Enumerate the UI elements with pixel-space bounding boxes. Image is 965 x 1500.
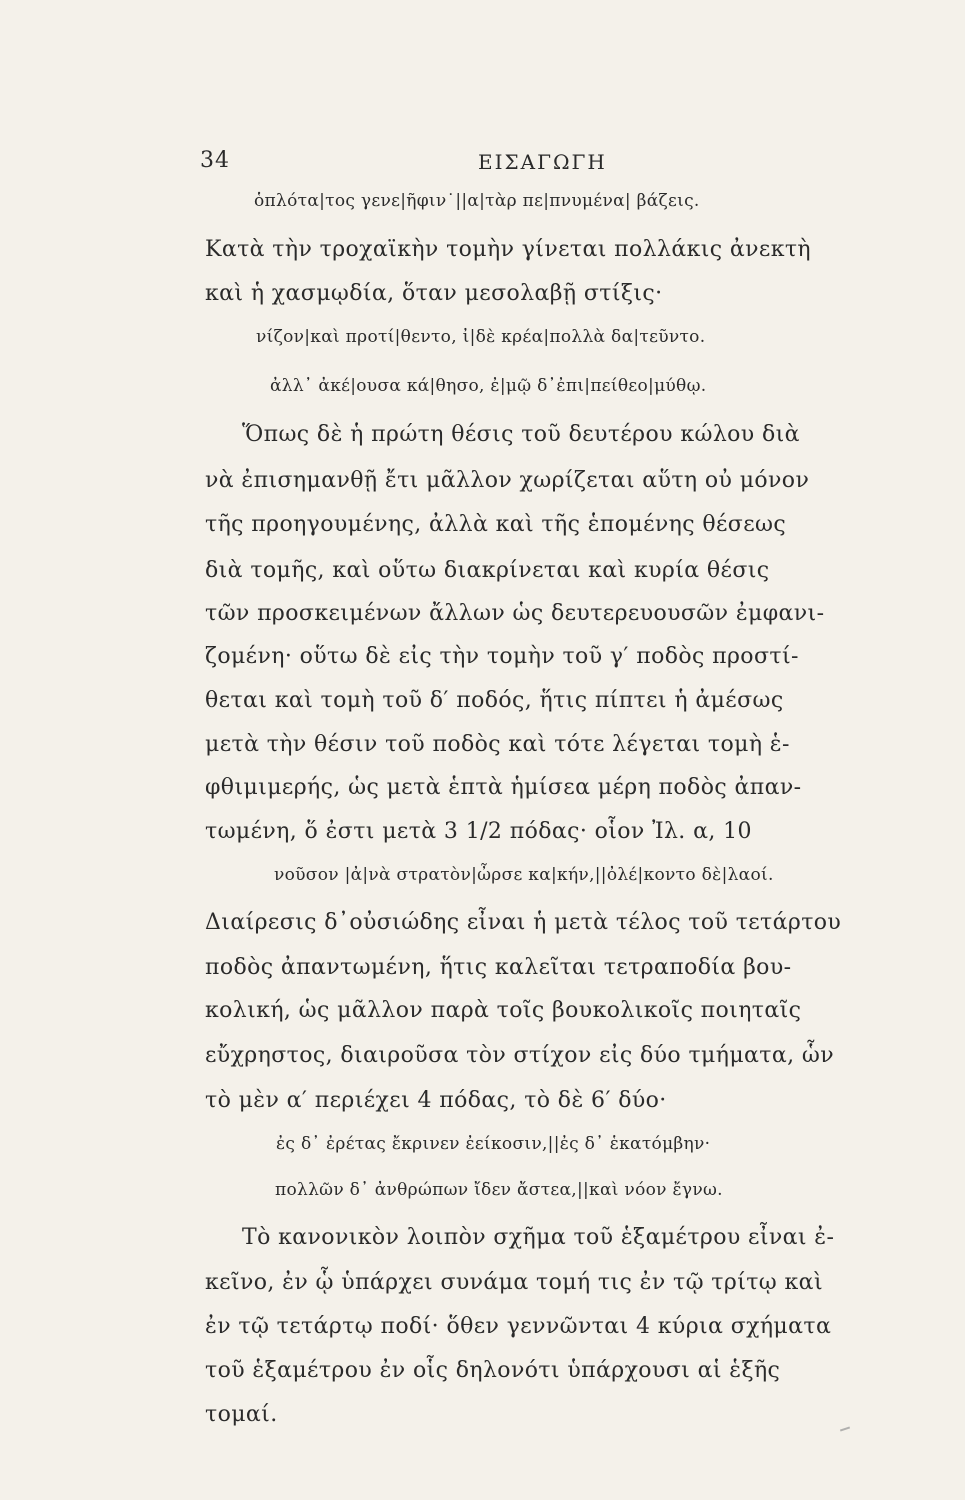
verse-line: ἐς δ᾽ ἐρέτας ἔκρινεν ἐείκοσιν,||ἐς δ᾽ ἑκατόμβην· [276,1134,711,1154]
verse-line: νίζον|καὶ προτί|θεντο, ἰ|δὲ κρέα|πολλὰ δα|τεῦντο. [256,327,706,347]
text-line: τοῦ ἑξαμέτρου ἐν οἷς δηλονότι ὑπάρχουσι αἱ ἑξῆς [205,1358,781,1383]
text-line: τωμένη, ὅ ἐστι μετὰ 3 1/2 πόδας· οἷον Ἰλ. α, 10 [205,819,752,844]
text-line: ποδὸς ἀπαντωμένη, ἥτις καλεῖται τετραποδία βου- [205,955,792,980]
scan-mark [840,1427,850,1432]
text-line: Διαίρεσις δ᾽οὐσιώδης εἶναι ἡ μετὰ τέλος τοῦ τετάρτου [205,910,842,935]
text-line: θεται καὶ τομὴ τοῦ δ′ ποδός, ἥτις πίπτει ἡ ἀμέσως [205,688,784,713]
text-line: τομαί. [205,1402,278,1427]
verse-line: πολλῶν δ᾽ ἀνθρώπων ἴδεν ἄστεα,||καὶ νόον ἔγνω. [275,1180,723,1200]
text-line: νὰ ἐπισημανθῇ ἔτι μᾶλλον χωρίζεται αὕτη οὐ μόνον [205,468,810,493]
verse-line: νοῦσον |ἀ|νὰ στρατὸν|ὦρσε κα|κήν,||ὀλέ|κοντο δὲ|λαοί. [274,865,774,885]
text-line: μετὰ τὴν θέσιν τοῦ ποδὸς καὶ τότε λέγεται τομὴ ἑ- [205,732,790,757]
page-header [200,148,860,176]
text-line: κεῖνο, ἐν ᾧ ὑπάρχει συνάμα τομή τις ἐν τῷ τρίτῳ καὶ [205,1270,823,1295]
text-line: διὰ τομῆς, καὶ οὕτω διακρίνεται καὶ κυρία θέσις [205,558,770,583]
text-line: φθιμιμερής, ὡς μετὰ ἑπτὰ ἡμίσεα μέρη ποδὸς ἀπαν- [205,775,802,800]
page-number: 34 [200,148,230,173]
text-line: τῆς προηγουμένης, ἀλλὰ καὶ τῆς ἑπομένης θέσεως [205,512,787,537]
verse-line: ὁπλότα|τος γενε|ῆφιν˙||α|τὰρ πε|πνυμένα| βάζεις. [254,191,700,211]
text-line: εὔχρηστος, διαιροῦσα τὸν στίχον εἰς δύο τμήματα, ὧν [205,1043,834,1068]
text-line: Κατὰ τὴν τροχαϊκὴν τομὴν γίνεται πολλάκις ἀνεκτὴ [205,237,812,262]
paragraph-first-line: Τὸ κανονικὸν λοιπὸν σχῆμα τοῦ ἑξαμέτρου εἶναι ἐ- [242,1225,835,1250]
text-line: τῶν προσκειμένων ἄλλων ὡς δευτερευουσῶν ἐμφανι- [205,601,825,626]
text-line: ζομένη· οὕτω δὲ εἰς τὴν τομὴν τοῦ γ′ ποδὸς προστί- [205,644,799,669]
paragraph-first-line: Ὅπως δὲ ἡ πρώτη θέσις τοῦ δευτέρου κώλου διὰ [242,422,800,447]
running-head: ΕΙΣΑΓΩΓΗ [478,150,607,174]
text-line: κολική, ὡς μᾶλλον παρὰ τοῖς βουκολικοῖς ποιηταῖς [205,998,802,1023]
text-line: ἐν τῷ τετάρτῳ ποδί· ὅθεν γεννῶνται 4 κύρια σχήματα [205,1314,832,1339]
text-line: τὸ μὲν α′ περιέχει 4 πόδας, τὸ δὲ 6′ δύο· [205,1088,667,1113]
text-line: καὶ ἡ χασμῳδία, ὅταν μεσολαβῇ στίξις· [205,281,663,306]
verse-line: ἀλλ᾽ ἀκέ|ουσα κά|θησο, ἐ|μῷ δ᾽ἐπι|πείθεο|μύθῳ. [270,376,707,396]
